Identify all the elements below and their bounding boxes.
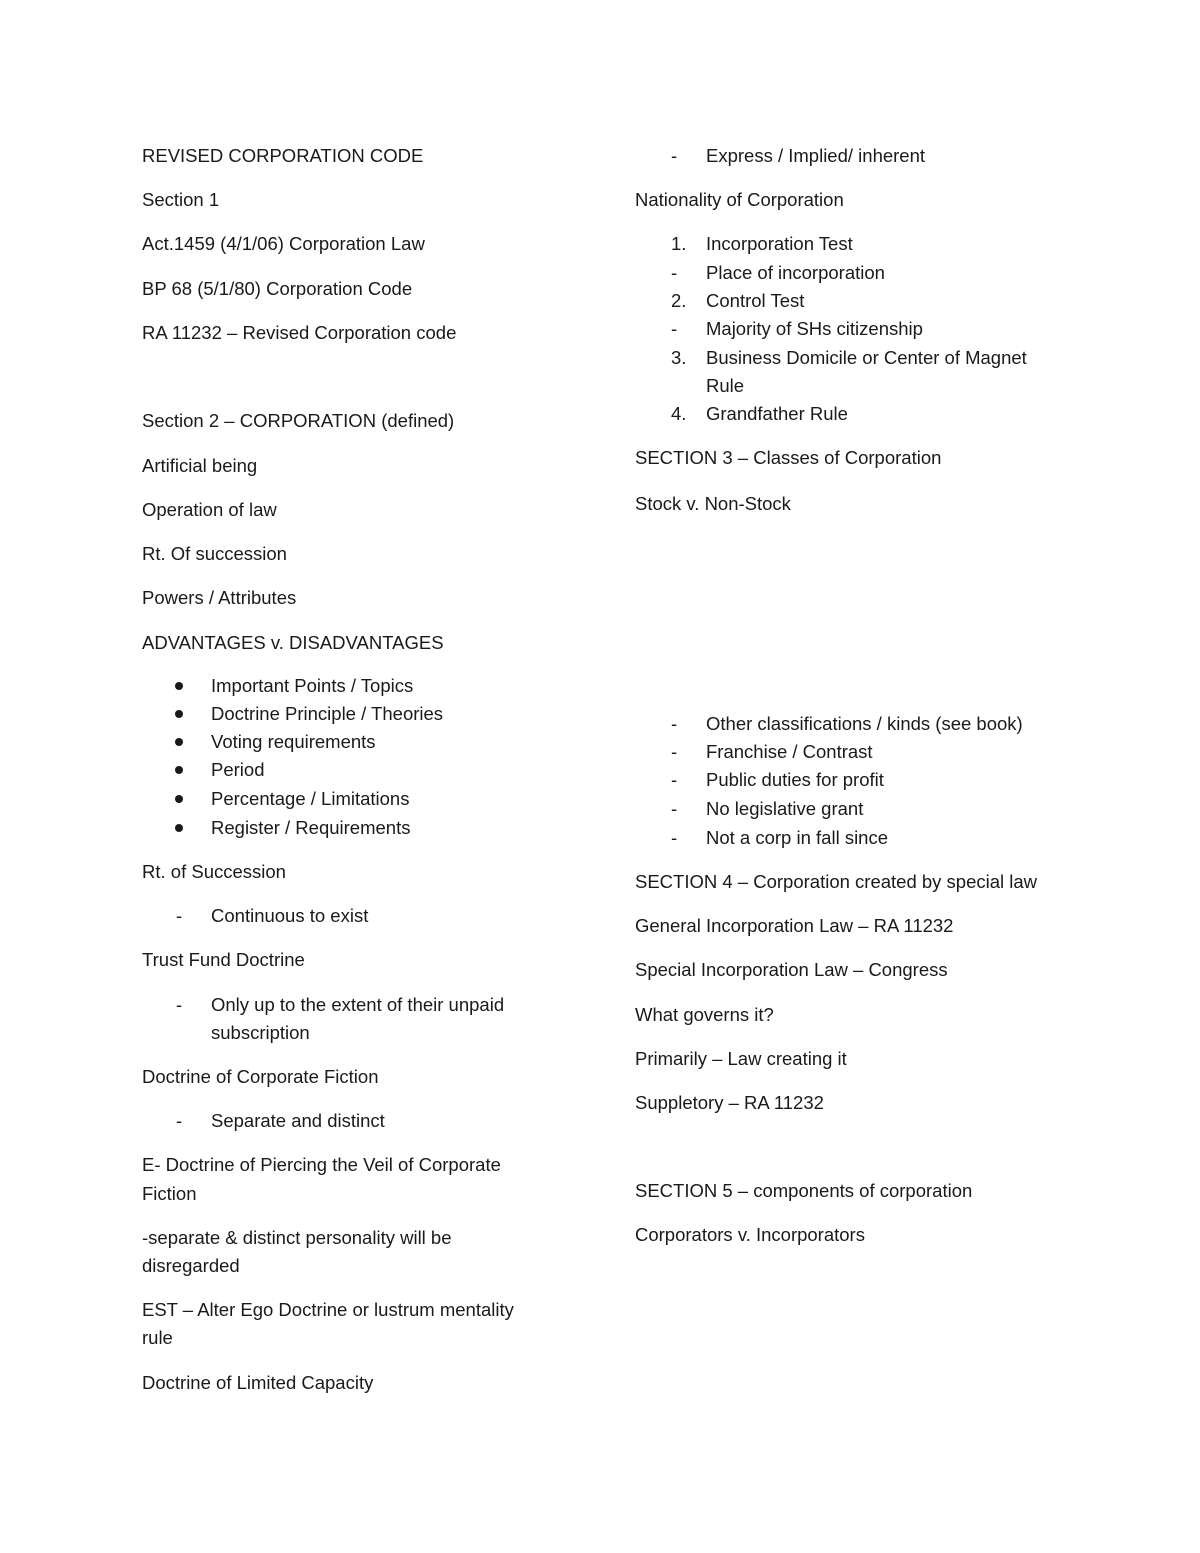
dash-marker: -: [671, 827, 678, 848]
list-item: Period: [211, 759, 265, 780]
separate-distinct-line: Separate and distinct: [211, 1110, 385, 1131]
section-2-heading: Section 2 – CORPORATION (defined): [142, 410, 455, 431]
corporators-line: Corporators v. Incorporators: [635, 1224, 865, 1245]
dash-marker: -: [671, 262, 678, 283]
dash-marker: -: [671, 741, 678, 762]
dash-marker: -: [176, 905, 183, 926]
express-implied-line: Express / Implied/ inherent: [706, 145, 926, 166]
list-item: Control Test: [706, 290, 805, 311]
list-item: Other classifications / kinds (see book): [706, 713, 1023, 734]
list-item: Register / Requirements: [211, 817, 411, 838]
list-item: No legislative grant: [706, 798, 864, 819]
only-up-line: Only up to the extent of their unpaid: [211, 994, 505, 1015]
list-item: Incorporation Test: [706, 233, 853, 254]
section-3-heading: SECTION 3 – Classes of Corporation: [635, 447, 942, 468]
primarily-line: Primarily – Law creating it: [635, 1048, 847, 1069]
list-item: Public duties for profit: [706, 769, 884, 790]
list-item: Grandfather Rule: [706, 403, 848, 424]
list-item-cont: Rule: [706, 375, 745, 396]
list-item: Business Domicile or Center of Magnet: [706, 347, 1027, 368]
artificial-being-line: Artificial being: [142, 455, 258, 476]
operation-of-law-line: Operation of law: [142, 499, 277, 520]
section-1-heading: Section 1: [142, 189, 220, 210]
list-item: Important Points / Topics: [211, 675, 414, 696]
rt-succession-line: Rt. Of succession: [142, 543, 287, 564]
list-item: Franchise / Contrast: [706, 741, 873, 762]
section-5-heading: SECTION 5 – components of corporation: [635, 1180, 973, 1201]
dash-marker: -: [671, 798, 678, 819]
dash-marker: -: [671, 145, 678, 166]
special-incorporation-line: Special Incorporation Law – Congress: [635, 959, 948, 980]
bullet-icon: [175, 795, 183, 803]
bullet-icon: [175, 682, 183, 690]
disregarded-line-cont: disregarded: [142, 1255, 240, 1276]
list-item: Not a corp in fall since: [706, 827, 889, 848]
continuous-line: Continuous to exist: [211, 905, 369, 926]
bullet-icon: [175, 824, 183, 832]
governs-question: What governs it?: [635, 1004, 774, 1025]
document-title: REVISED CORPORATION CODE: [142, 145, 424, 166]
only-up-line-cont: subscription: [211, 1022, 310, 1043]
list-number: 2.: [671, 290, 687, 311]
powers-attributes-line: Powers / Attributes: [142, 587, 297, 608]
piercing-veil-line-cont: Fiction: [142, 1183, 197, 1204]
disregarded-line: -separate & distinct personality will be: [142, 1227, 452, 1248]
suppletory-line: Suppletory – RA 11232: [635, 1092, 824, 1113]
bullet-icon: [175, 738, 183, 746]
bp-68-line: BP 68 (5/1/80) Corporation Code: [142, 278, 413, 299]
list-item: Voting requirements: [211, 731, 376, 752]
alter-ego-line-cont: rule: [142, 1327, 173, 1348]
ra-11232-line: RA 11232 – Revised Corporation code: [142, 322, 457, 343]
list-subitem: Place of incorporation: [706, 262, 885, 283]
stock-line: Stock v. Non-Stock: [635, 493, 791, 514]
rt-of-succession-heading: Rt. of Succession: [142, 861, 286, 882]
bullet-icon: [175, 766, 183, 774]
piercing-veil-line: E- Doctrine of Piercing the Veil of Corporate: [142, 1154, 501, 1175]
advantages-heading: ADVANTAGES v. DISADVANTAGES: [142, 632, 444, 653]
alter-ego-line: EST – Alter Ego Doctrine or lustrum mentality: [142, 1299, 514, 1320]
dash-marker: -: [176, 994, 183, 1015]
limited-capacity-line: Doctrine of Limited Capacity: [142, 1372, 374, 1393]
list-item: Percentage / Limitations: [211, 788, 410, 809]
list-subitem: Majority of SHs citizenship: [706, 318, 923, 339]
dash-marker: -: [671, 769, 678, 790]
list-number: 4.: [671, 403, 687, 424]
dash-marker: -: [176, 1110, 183, 1131]
dash-marker: -: [671, 318, 678, 339]
act-1459-line: Act.1459 (4/1/06) Corporation Law: [142, 233, 425, 254]
trust-fund-heading: Trust Fund Doctrine: [142, 949, 305, 970]
dash-marker: -: [671, 713, 678, 734]
list-number: 3.: [671, 347, 687, 368]
bullet-icon: [175, 710, 183, 718]
nationality-heading: Nationality of Corporation: [635, 189, 844, 210]
general-incorporation-line: General Incorporation Law – RA 11232: [635, 915, 954, 936]
list-number: 1.: [671, 233, 687, 254]
list-item: Doctrine Principle / Theories: [211, 703, 444, 724]
corporate-fiction-heading: Doctrine of Corporate Fiction: [142, 1066, 379, 1087]
section-4-heading: SECTION 4 – Corporation created by special law: [635, 871, 1038, 892]
